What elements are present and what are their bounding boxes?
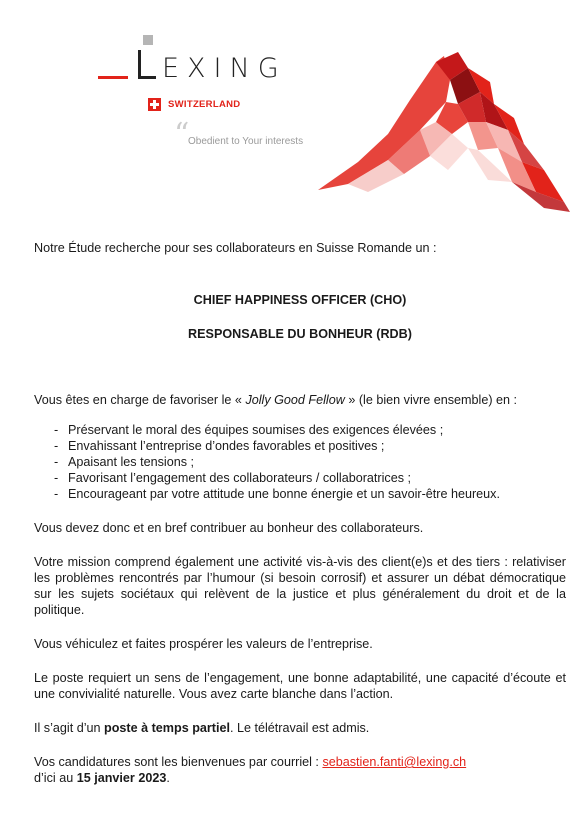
values-paragraph: Vous véhiculez et faites prospérer les valeurs de l’entreprise.: [34, 637, 373, 651]
letterhead: [0, 0, 582, 210]
contact-email-link[interactable]: sebastien.fanti@lexing.ch: [322, 755, 467, 769]
job-title-english: CHIEF HAPPINESS OFFICER (CHO): [193, 293, 407, 307]
logo-wordmark: EXING: [162, 53, 287, 84]
responsibilities-list: [34, 422, 566, 502]
lead-emphasis: Jolly Good Fellow: [245, 393, 345, 407]
lead-text-end: » (le bien vivre ensemble) en :: [344, 393, 518, 407]
list-item: - Favorisant l’engagement des collaborateurs / collaboratrices ;: [34, 470, 566, 486]
logo-letter-l: [138, 50, 141, 79]
part-time-text-end: . Le télétravail est admis.: [230, 721, 370, 735]
list-item: - Préservant le moral des équipes soumises des exigences élevées ;: [34, 422, 566, 438]
logo-grey-square: [143, 35, 153, 45]
part-time-text-start: Il s’agit d’un: [34, 721, 105, 735]
deadline-text-start: d’ici au: [34, 771, 77, 785]
application-text: Vos candidatures sont les bienvenues par courriel :: [34, 755, 323, 769]
logo-tagline: Obedient to Your interests: [188, 136, 304, 147]
lead-text-start: Vous êtes en charge de favoriser le «: [34, 393, 246, 407]
job-posting: [34, 240, 566, 786]
logo-country: SWITZERLAND: [168, 99, 241, 110]
requirements-paragraph: Le poste requiert un sens de l’engagement, une bonne adaptabilité, une capacité d’écoute et une convivialité naturelle. Vous avez carte blanche dans l’action.: [34, 671, 566, 701]
job-title-french: RESPONSABLE DU BONHEUR (RDB): [188, 327, 412, 341]
deadline-date: 15 janvier 2023: [76, 771, 167, 785]
list-item: - Envahissant l’entreprise d’ondes favorables et positives ;: [34, 438, 566, 454]
logo-letter-l-base: [138, 76, 156, 79]
intro-text: Notre Étude recherche pour ses collaborateurs en Suisse Romande un :: [34, 241, 437, 255]
logo-red-bar: [98, 76, 128, 79]
application-paragraph: [34, 754, 566, 786]
mountain-logo-icon: [318, 52, 570, 212]
part-time-paragraph: [34, 720, 566, 736]
contribution-paragraph: Vous devez donc et en bref contribuer au bonheur des collaborateurs.: [34, 521, 424, 535]
list-item: - Encourageant par votre attitude une bonne énergie et un savoir-être heureux.: [34, 486, 566, 502]
list-item: - Apaisant les tensions ;: [34, 454, 566, 470]
responsibilities-lead: [34, 392, 566, 408]
quote-icon: “: [174, 117, 190, 152]
part-time-highlight: poste à temps partiel: [104, 721, 230, 735]
deadline-text-end: .: [166, 771, 170, 785]
swiss-flag-icon: [148, 98, 161, 111]
mission-paragraph: Votre mission comprend également une activité vis-à-vis des client(e)s et des tiers : relativiser les problèmes rencontrés par l’humour (si besoin corrosif) et assurer un débat démocratique sur les sujets sociétaux qui relèvent de la justice et plus généralement du droit et de la politique.: [34, 555, 566, 617]
